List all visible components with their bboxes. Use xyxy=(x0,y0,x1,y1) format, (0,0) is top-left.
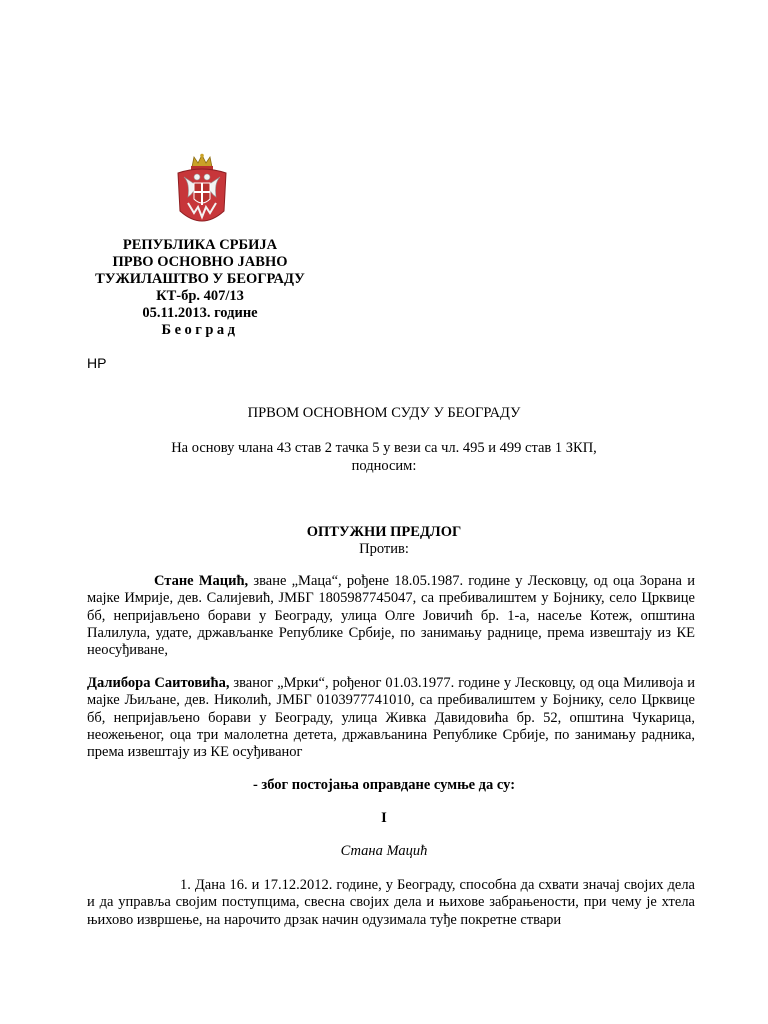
case-number: КТ-бр. 407/13 xyxy=(156,288,244,304)
section-number: I xyxy=(381,810,387,826)
defendant-paragraph-2 xyxy=(87,675,695,761)
legal-basis-line1: На основу члана 43 став 2 тачка 5 у вези са чл. 495 и 499 став 1 ЗКП, xyxy=(171,440,597,456)
legal-basis-line2: подносим: xyxy=(351,458,417,474)
document-date: 05.11.2013. године xyxy=(142,305,258,321)
coat-of-arms-icon xyxy=(176,153,228,233)
defendant-paragraph-1 xyxy=(87,573,695,659)
against-label: Против: xyxy=(359,541,409,557)
header-republic: РЕПУБЛИКА СРБИЈА xyxy=(122,237,278,253)
document-city: Београд xyxy=(161,322,239,338)
section-defendant-name: Стана Мацић xyxy=(340,843,428,859)
defendant-2-name: Далибора Саитовића, xyxy=(87,675,230,691)
count-1-paragraph xyxy=(87,877,695,929)
addressee: ПРВОМ ОСНОВНОМ СУДУ У БЕОГРАДУ xyxy=(247,405,521,421)
document-title: ОПТУЖНИ ПРЕДЛОГ xyxy=(306,524,462,540)
defendant-1-details: зване „Маца“, рођене 18.05.1987. године у Лесковцу, од оца Зорана и мајке Имрије, дев. Салијевић, ЈМБГ 1805987745047, са пребивалиштем у Бојнику, село Црквице бб, непријављено борави у Београду, улица Олге Јовичић бр. 1-а, насеље Котеж, општина Палилула, удате, држављанке Републике Србије, по занимању раднице, према извештају из КЕ неосуђиване, xyxy=(87,573,695,659)
marking: НР xyxy=(87,355,107,371)
header-office-line1: ПРВО ОСНОВНО ЈАВНО xyxy=(112,254,288,270)
defendant-2-details: званог „Мрки“, рођеног 01.03.1977. године у Лесковцу, од оца Миливоја и мајке Љиљане, дев. Николић, ЈМБГ 0103977741010, са пребивалиштем у Бојнику, село Црквице бб, непријављено борави у Београду, улица Живка Давидовића бр. 52, општина Чукарица, неожењеног, оца три малолетна детета, држављанина Републике Србије, по занимању радника, према извештају из КЕ осуђиваног xyxy=(87,675,695,761)
suspicion-heading: - због постојања оправдане сумње да су: xyxy=(252,777,516,793)
header-office-line2: ТУЖИЛАШТВО У БЕОГРАДУ xyxy=(95,271,305,287)
count-1-text: 1. Дана 16. и 17.12.2012. године, у Београду, способна да схвати значај својих дела и да управља својим поступцима, свесна својих дела и њихове забрањености, при чему је хтела њихово извршење, на нарочито дрзак начин одузимала туђе покретне ствари xyxy=(87,877,695,928)
defendant-1-name: Стане Мацић, xyxy=(154,573,249,589)
